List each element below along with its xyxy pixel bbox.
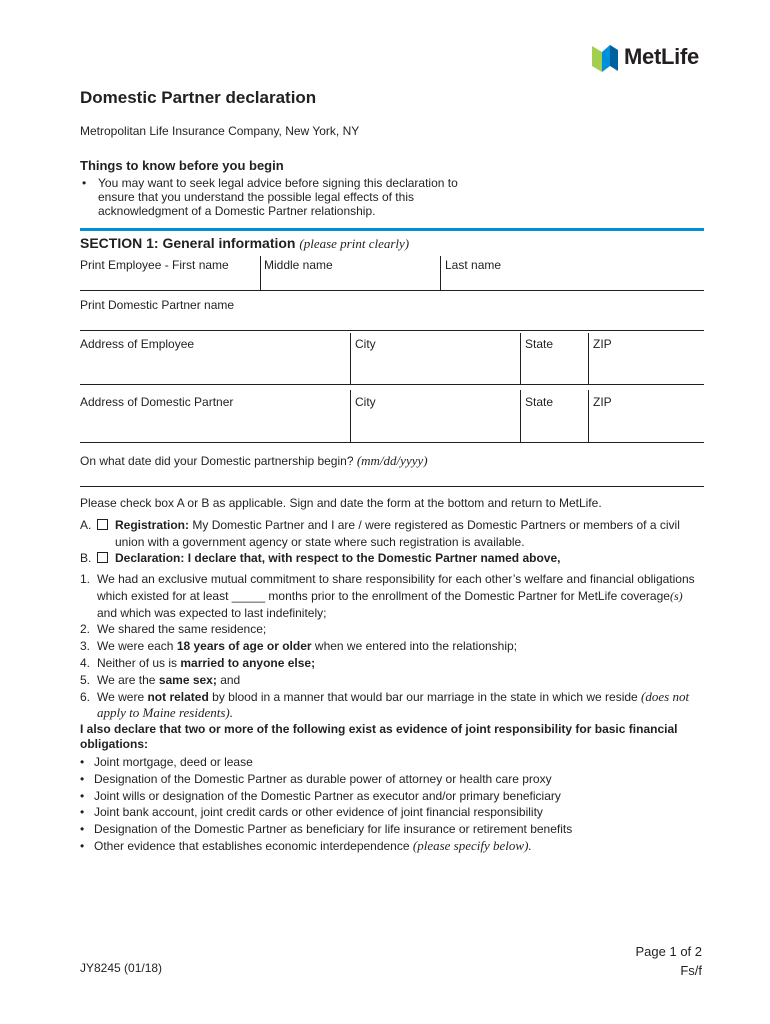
partner-city-field[interactable] xyxy=(355,410,515,438)
field-underline xyxy=(80,290,704,291)
declaration-italic: (does not apply to Maine residents). xyxy=(97,688,690,721)
declaration-part: and which was expected to last indefinitely; xyxy=(97,605,327,620)
page-title: Domestic Partner declaration xyxy=(80,88,317,107)
declaration-italic: (s) xyxy=(669,588,683,603)
list-item xyxy=(80,689,704,723)
middle-name-field[interactable] xyxy=(264,272,436,288)
declaration-part: and xyxy=(216,672,241,687)
declaration-part: when we entered into the relationship; xyxy=(311,639,518,654)
section-title xyxy=(80,235,409,252)
list-item xyxy=(80,638,704,655)
employee-state-field[interactable] xyxy=(525,352,585,380)
evidence-text xyxy=(94,838,532,855)
last-name-field[interactable] xyxy=(445,272,700,288)
declaration-part: We had an exclusive mutual commitment to share responsibility for each other’s welfare and financial obligations which existed for at least _____ months prior to the enrollment of the Domestic Partner for MetLife coverage xyxy=(97,572,695,603)
partner-name-field[interactable] xyxy=(80,312,700,328)
things-list xyxy=(80,176,500,218)
declaration-bold: not related xyxy=(147,689,209,704)
option-b-description: I declare that, with respect to the Domestic Partner named above, xyxy=(187,551,561,565)
evidence-title: I also declare that two or more of the following exist as evidence of joint responsibility for basic financial obligations: xyxy=(80,722,678,751)
option-b-letter: B. xyxy=(80,551,92,565)
date-question xyxy=(80,453,428,469)
field-underline xyxy=(80,384,704,385)
option-a-description: My Domestic Partner and I are / were registered as Domestic Partners or members of a civil union with a government agency or state where such registration is available. xyxy=(115,518,680,549)
list-item xyxy=(80,672,704,689)
option-a-text xyxy=(115,517,700,551)
field-underline xyxy=(80,442,704,443)
option-a-letter: A. xyxy=(80,518,92,532)
divider xyxy=(588,333,589,384)
list-item xyxy=(80,571,704,621)
divider xyxy=(260,256,261,290)
item-number: 3. xyxy=(80,639,91,654)
state-label: State xyxy=(525,395,554,409)
section-title-text: SECTION 1: General information xyxy=(80,235,296,251)
partner-state-field[interactable] xyxy=(525,410,585,438)
option-a xyxy=(80,517,700,551)
field-underline xyxy=(80,330,704,331)
evidence-text: Joint mortgage, deed or lease xyxy=(94,755,253,769)
declarations-list xyxy=(80,571,704,722)
brand-name: MetLife xyxy=(624,44,699,69)
item-number: 2. xyxy=(80,622,91,637)
list-item: • Joint wills or designation of the Domestic Partner as executor and/or primary beneficiary xyxy=(80,788,561,803)
list-item: • Designation of the Domestic Partner as durable power of attorney or health care proxy xyxy=(80,771,552,786)
evidence-note: (please specify below). xyxy=(412,837,532,853)
declaration-part: We were xyxy=(97,689,148,704)
section-note: (please print clearly) xyxy=(299,236,410,251)
item-number: 4. xyxy=(80,655,91,670)
metlife-logo xyxy=(592,42,702,74)
company-line: Metropolitan Life Insurance Company, New York, NY xyxy=(80,124,360,138)
declaration-bold: same sex; xyxy=(158,672,217,687)
declaration-part: We were each xyxy=(97,639,177,654)
evidence-text: Designation of the Domestic Partner as beneficiary for life insurance or retirement benefits xyxy=(94,822,573,837)
declaration-text xyxy=(97,672,240,689)
employee-first-name-field[interactable] xyxy=(80,272,256,288)
city-label: City xyxy=(355,395,376,409)
date-question-text: On what date did your Domestic partnership begin? xyxy=(80,454,354,468)
declaration-part: We are the xyxy=(97,672,159,687)
metlife-logo-mark-icon xyxy=(592,42,620,72)
divider xyxy=(350,333,351,384)
field-underline xyxy=(80,486,704,487)
section-divider xyxy=(80,228,704,231)
employee-address-field[interactable] xyxy=(80,352,345,380)
declaration-part: Neither of us is xyxy=(97,655,181,670)
check-instructions: Please check box A or B as applicable. Sign and date the form at the bottom and return to MetLife. xyxy=(80,496,602,510)
declaration-part: by blood in a manner that would bar our marriage in the state in which we reside xyxy=(208,689,642,704)
declaration-text xyxy=(97,638,517,655)
list-item: • Designation of the Domestic Partner as beneficiary for life insurance or retirement benefits xyxy=(80,822,573,837)
option-b-text xyxy=(115,550,560,567)
list-item: • Joint mortgage, deed or lease xyxy=(80,755,253,769)
declaration-text xyxy=(97,571,704,621)
things-heading: Things to know before you begin xyxy=(80,158,284,173)
evidence-text: Designation of the Domestic Partner as durable power of attorney or health care proxy xyxy=(94,771,552,786)
option-a-label: Registration: xyxy=(115,518,190,532)
middle-name-label: Middle name xyxy=(264,258,333,272)
partner-name-label: Print Domestic Partner name xyxy=(80,298,235,312)
zip-label: ZIP xyxy=(593,395,612,409)
divider xyxy=(440,256,441,290)
zip-label: ZIP xyxy=(593,337,612,351)
declaration-bold: 18 years of age or older xyxy=(176,639,312,654)
form-id: JY8245 (01/18) xyxy=(80,961,163,975)
list-item: • You may want to seek legal advice before signing this declaration to ensure that you understand the possible legal effects of this acknowledgment of a Domestic Partner relationship. xyxy=(80,176,500,218)
list-item xyxy=(80,621,704,638)
partner-zip-field[interactable] xyxy=(593,410,701,438)
option-b-checkbox[interactable] xyxy=(97,552,108,563)
declaration-bold: married to anyone else; xyxy=(180,655,316,670)
employee-first-name-label: Print Employee - First name xyxy=(80,258,229,272)
employee-address-label: Address of Employee xyxy=(80,337,195,351)
list-item xyxy=(80,655,704,672)
declaration-text: We shared the same residence; xyxy=(97,622,267,637)
item-number: 6. xyxy=(80,689,91,704)
evidence-text: Joint wills or designation of the Domestic Partner as executor and/or primary beneficiary xyxy=(94,788,561,803)
city-label: City xyxy=(355,337,376,351)
divider xyxy=(588,390,589,442)
evidence-list xyxy=(80,754,704,855)
option-b-label: Declaration: xyxy=(115,551,185,565)
evidence-text: Joint bank account, joint credit cards or other evidence of joint financial responsibility xyxy=(94,805,543,820)
partnership-date-field[interactable] xyxy=(80,468,700,484)
divider xyxy=(350,390,351,442)
list-item: • Joint bank account, joint credit cards or other evidence of joint financial responsibility xyxy=(80,805,543,820)
form-code: Fs/f xyxy=(680,963,702,978)
partner-address-label: Address of Domestic Partner xyxy=(80,395,234,409)
state-label: State xyxy=(525,337,554,351)
item-number: 1. xyxy=(80,572,91,586)
divider xyxy=(520,333,521,384)
date-format: (mm/dd/yyyy) xyxy=(356,453,428,468)
option-b xyxy=(80,550,700,567)
list-item: • Other evidence that establishes economic interdependence (please specify below). xyxy=(80,837,532,853)
page-number: Page 1 of 2 xyxy=(635,944,702,959)
divider xyxy=(520,390,521,442)
evidence-part: Other evidence that establishes economic interdependence xyxy=(94,838,410,853)
option-a-checkbox[interactable] xyxy=(97,519,108,530)
employee-zip-field[interactable] xyxy=(593,352,701,380)
employee-city-field[interactable] xyxy=(355,352,515,380)
last-name-label: Last name xyxy=(445,258,502,272)
things-bullet-text: You may want to seek legal advice before signing this declaration to ensure that you understand the possible legal effects of this acknowledgment of a Domestic Partner relationship. xyxy=(98,176,458,218)
declaration-text xyxy=(97,689,704,723)
partner-address-field[interactable] xyxy=(80,410,345,438)
item-number: 5. xyxy=(80,672,91,687)
declaration-text xyxy=(97,655,315,672)
